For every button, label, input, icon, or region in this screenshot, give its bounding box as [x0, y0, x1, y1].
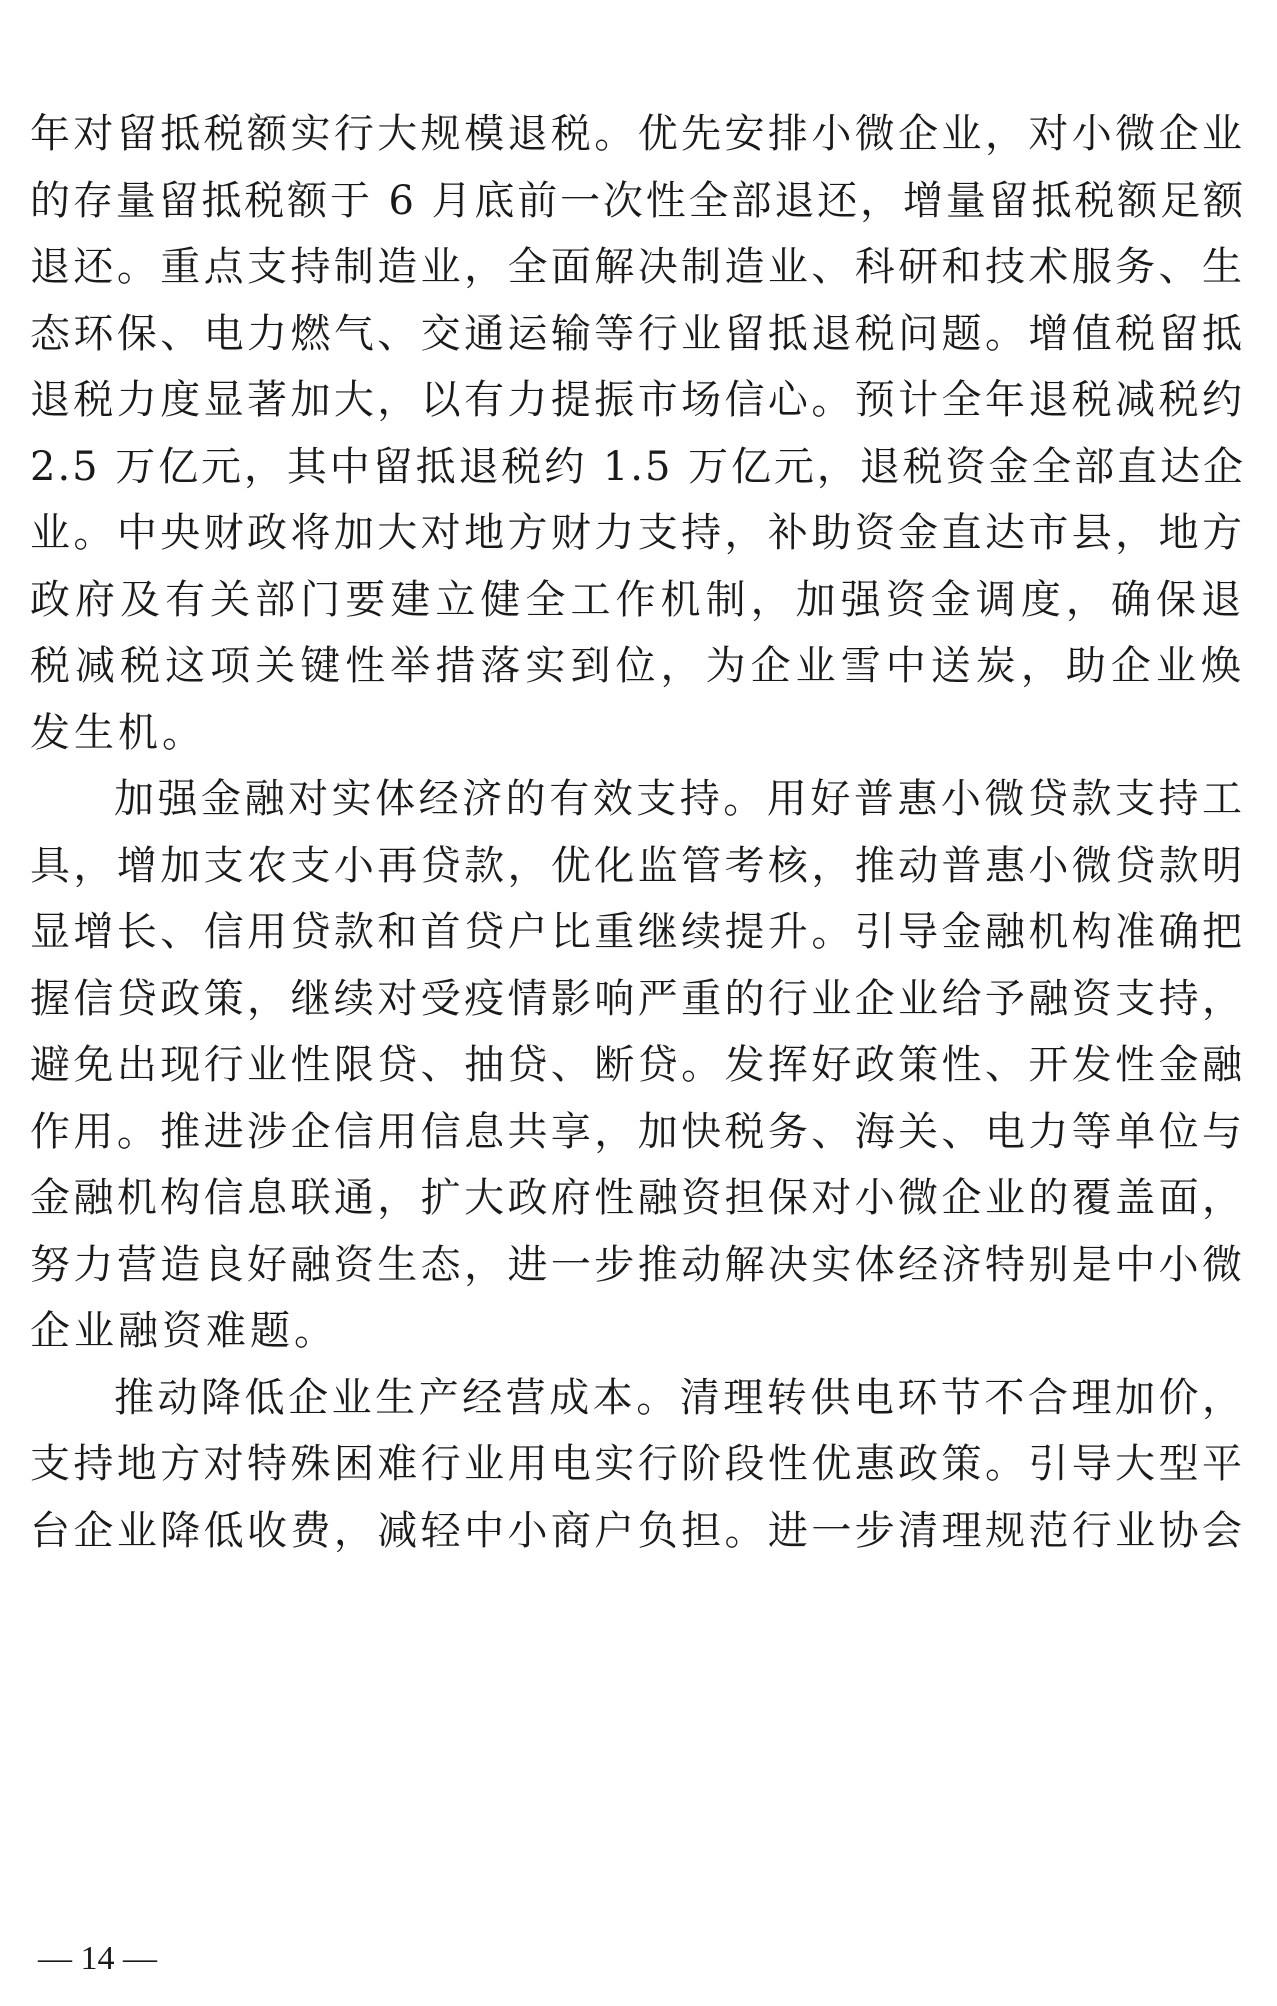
text-line: 台企业降低收费，减轻中小商户负担。进一步清理规范行业协会 [30, 1508, 1245, 1554]
text-line: 企业融资难题。 [30, 1308, 338, 1354]
text-line: 退税力度显著加大，以有力提振市场信心。预计全年退税减税约 [30, 377, 1245, 423]
text-line: 具，增加支农支小再贷款，优化监管考核，推动普惠小微贷款明 [30, 843, 1245, 889]
text-line: 业。中央财政将加大对地方财力支持，补助资金直达市县，地方 [30, 510, 1245, 556]
text-line: 金融机构信息联通，扩大政府性融资担保对小微企业的覆盖面， [30, 1175, 1245, 1221]
text-line: 努力营造良好融资生态，进一步推动解决实体经济特别是中小微 [30, 1242, 1245, 1288]
text-line: 避免出现行业性限贷、抽贷、断贷。发挥好政策性、开发性金融 [30, 1042, 1245, 1088]
text-line: 2.5 万亿元，其中留抵退税约 1.5 万亿元，退税资金全部直达企 [30, 444, 1245, 490]
paragraph-first-line: 加强金融对实体经济的有效支持。用好普惠小微贷款支持工 [114, 776, 1245, 822]
text-line: 政府及有关部门要建立健全工作机制，加强资金调度，确保退 [30, 577, 1245, 623]
text-line: 握信贷政策，继续对受疫情影响严重的行业企业给予融资支持， [30, 976, 1245, 1022]
text-line: 年对留抵税额实行大规模退税。优先安排小微企业，对小微企业 [30, 111, 1245, 157]
text-line: 的存量留抵税额于 6 月底前一次性全部退还，增量留抵税额足额 [30, 178, 1245, 224]
text-line: 显增长、信用贷款和首贷户比重继续提升。引导金融机构准确把 [30, 909, 1245, 955]
text-line: 退还。重点支持制造业，全面解决制造业、科研和技术服务、生 [30, 244, 1245, 290]
text-line: 发生机。 [30, 710, 206, 756]
page-number: — 14 — [38, 1940, 157, 1977]
text-line: 作用。推进涉企信用信息共享，加快税务、海关、电力等单位与 [30, 1109, 1245, 1155]
paragraph-first-line: 推动降低企业生产经营成本。清理转供电环节不合理加价， [114, 1375, 1245, 1421]
text-line: 态环保、电力燃气、交通运输等行业留抵退税问题。增值税留抵 [30, 311, 1245, 357]
text-line: 支持地方对特殊困难行业用电实行阶段性优惠政策。引导大型平 [30, 1441, 1245, 1487]
text-line: 税减税这项关键性举措落实到位，为企业雪中送炭，助企业焕 [30, 643, 1245, 689]
